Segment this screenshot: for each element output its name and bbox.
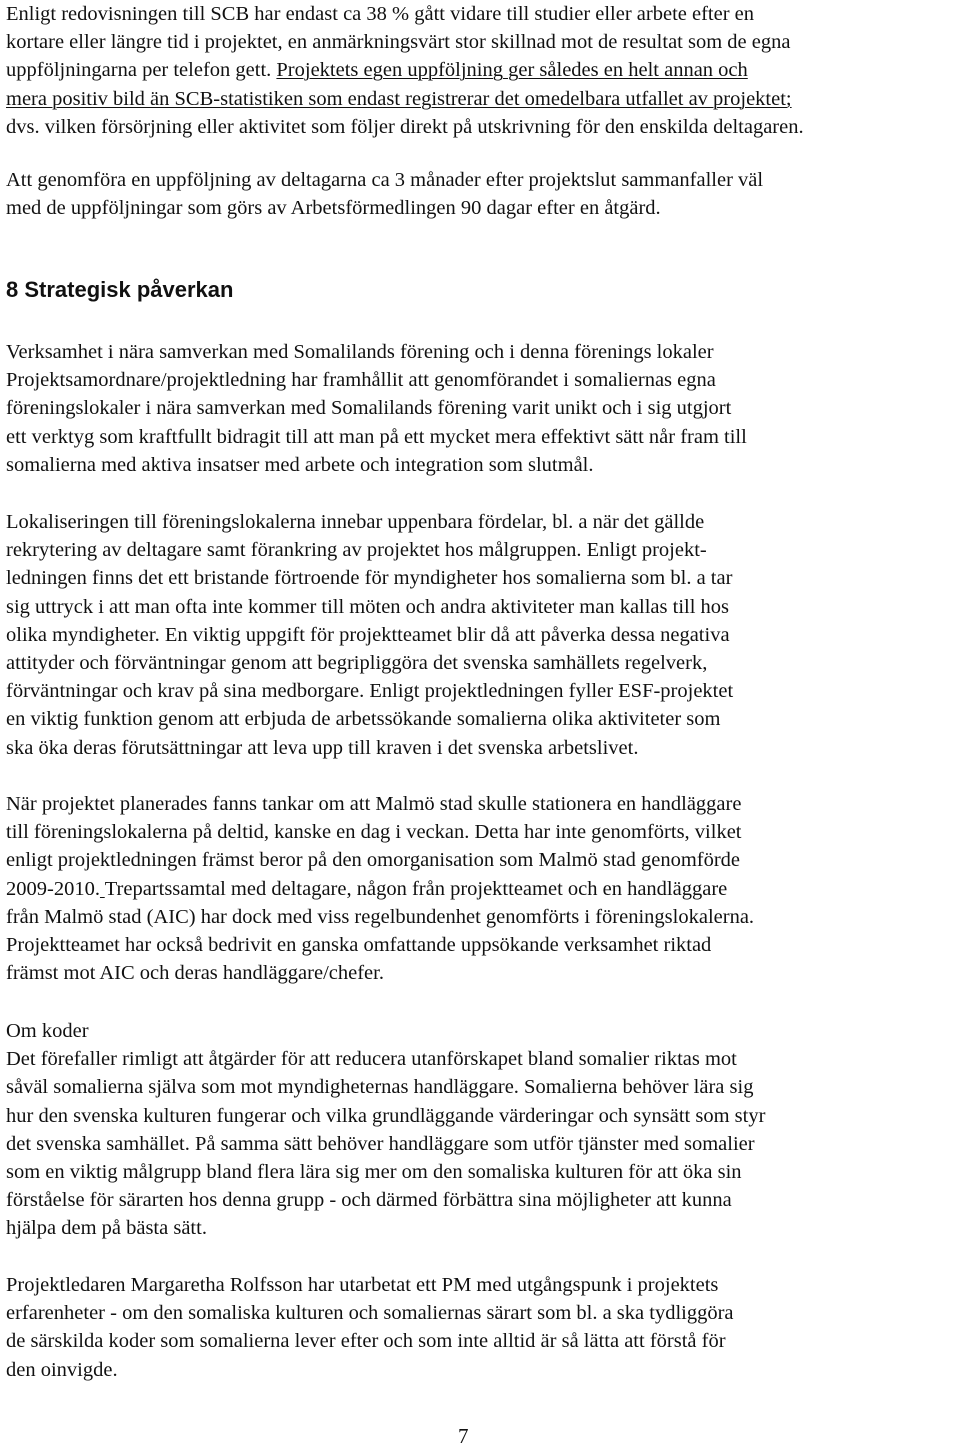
text-line: somalierna med aktiva insatser med arbete och integration som slutmål. [6,453,594,476]
text-line: den oinvigde. [6,1358,118,1381]
text-span: Trepartssamtal med deltagare, någon från projektteamet och en handläggare [104,877,728,900]
paragraph-about-codes [6,1017,765,1243]
section-heading: 8 Strategisk påverkan [6,277,234,302]
text-line: Projektteamet har också bedrivit en ganska omfattande uppsökande verksamhet riktad [6,933,712,956]
paragraph-project-planning [6,790,754,987]
text-line: olika myndigheter. En viktig uppgift för projektteamet blir då att påverka dessa negativa [6,623,730,646]
text-line: en viktig funktion genom att erbjuda de arbetssökande somalierna olika aktiviteter som [6,708,721,731]
text-line: erfarenheter - om den somaliska kulturen och somaliernas särart som bl. a ska tydliggöra [6,1302,734,1325]
underlined-text: Projektets egen uppföljning ger således en helt annan och [276,59,748,82]
text-line: ett verktyg som kraftfullt bidragit till att man på ett mycket mera effektivt sätt når fram till [6,425,747,448]
text-line: Det förefaller rimligt att åtgärder för att reducera utanförskapet bland somalier riktas mot [6,1048,737,1071]
text-line: till föreningslokalerna på deltid, kanske en dag i veckan. Detta har inte genomförts, vilket [6,821,742,844]
paragraph-followup-timing [6,166,763,222]
text-span: 2009-2010. [6,877,100,900]
text-span: uppföljningarna per telefon gett. [6,59,277,82]
underlined-text-line: mera positiv bild än SCB-statistiken som endast registrerar det omedelbara utfallet av projektet; [6,87,792,110]
text-line: som en viktig målgrupp bland flera lära sig mer om den somaliska kulturen för att öka sin [6,1160,742,1183]
text-line: Verksamhet i nära samverkan med Somalilands förening och i denna förenings lokaler [6,341,714,363]
text-line: När projektet planerades fanns tankar om att Malmö stad skulle stationera en handläggare [6,793,742,815]
text-line: Enligt redovisningen till SCB har endast ca 38 % gått vidare till studier eller arbete efter en [6,3,755,25]
text-line: såväl somalierna själva som mot myndigheternas handläggare. Somalierna behöver lära sig [6,1076,754,1099]
text-line: kortare eller längre tid i projektet, en anmärkningsvärt stor skillnad mot de resultat som de egna [6,31,791,54]
text-line: Projektsamordnare/projektledning har framhållit att genomförandet i somaliernas egna [6,369,716,392]
text-line: förväntningar och krav på sina medborgare. Enligt projektledningen fyller ESF-projektet [6,680,734,703]
text-line: främst mot AIC och deras handläggare/chefer. [6,962,384,985]
text-line: det svenska samhället. På samma sätt behöver handläggare som utför tjänster med somalier [6,1132,755,1155]
text-line: de särskilda koder som somalierna lever efter och som inte alltid är så lätta att förstå för [6,1330,726,1353]
paragraph-scb-followup [6,0,804,141]
text-line: Lokaliseringen till föreningslokalerna innebar uppenbara fördelar, bl. a när det gällde [6,511,705,533]
text-line: föreningslokaler i nära samverkan med Somalilands förening varit unikt och i sig utgjort [6,397,732,420]
text-line: från Malmö stad (AIC) har dock med viss regelbundenhet genomförts i föreningslokalerna. [6,905,755,928]
text-line: attityder och förväntningar genom att begripliggöra det svenska samhällets regelverk, [6,651,708,674]
text-line: Att genomföra en uppföljning av deltagarna ca 3 månader efter projektslut sammanfaller väl [6,169,764,191]
subheading-line: Om koder [6,1020,89,1042]
page-number: 7 [458,1424,469,1448]
text-line: sig uttryck i att man ofta inte kommer till möten och andra aktiviteter man kallas till hos [6,595,730,618]
text-line: Projektledaren Margaretha Rolfsson har utarbetat ett PM med utgångspunk i projektets [6,1274,719,1296]
text-line: ska öka deras förutsättningar att leva upp till kraven i det svenska arbetslivet. [6,736,639,759]
text-line: rekrytering av deltagare samt förankring av projektet hos målgruppen. Enligt projekt- [6,539,707,562]
paragraph-association-premises [6,338,747,479]
paragraph-localisation [6,508,733,762]
text-line: förståelse för särarten hos denna grupp - och därmed förbättra sina möjligheter att kunna [6,1189,732,1212]
text-line: enligt projektledningen främst beror på den omorganisation som Malmö stad genomförde [6,849,741,872]
text-line [6,875,754,903]
text-line: hjälpa dem på bästa sätt. [6,1217,207,1240]
text-line: dvs. vilken försörjning eller aktivitet som följer direkt på utskrivning för den enskilda deltagaren. [6,115,804,138]
text-line: med de uppföljningar som görs av Arbetsförmedlingen 90 dagar efter en åtgärd. [6,197,661,220]
paragraph-project-leader-pm [6,1271,734,1384]
text-line [6,56,804,84]
text-line: hur den svenska kulturen fungerar och vilka grundläggande värderingar och synsätt som styr [6,1104,766,1127]
text-line: ledningen finns det ett bristande förtroende för myndigheter hos somalierna som bl. a tar [6,567,733,590]
